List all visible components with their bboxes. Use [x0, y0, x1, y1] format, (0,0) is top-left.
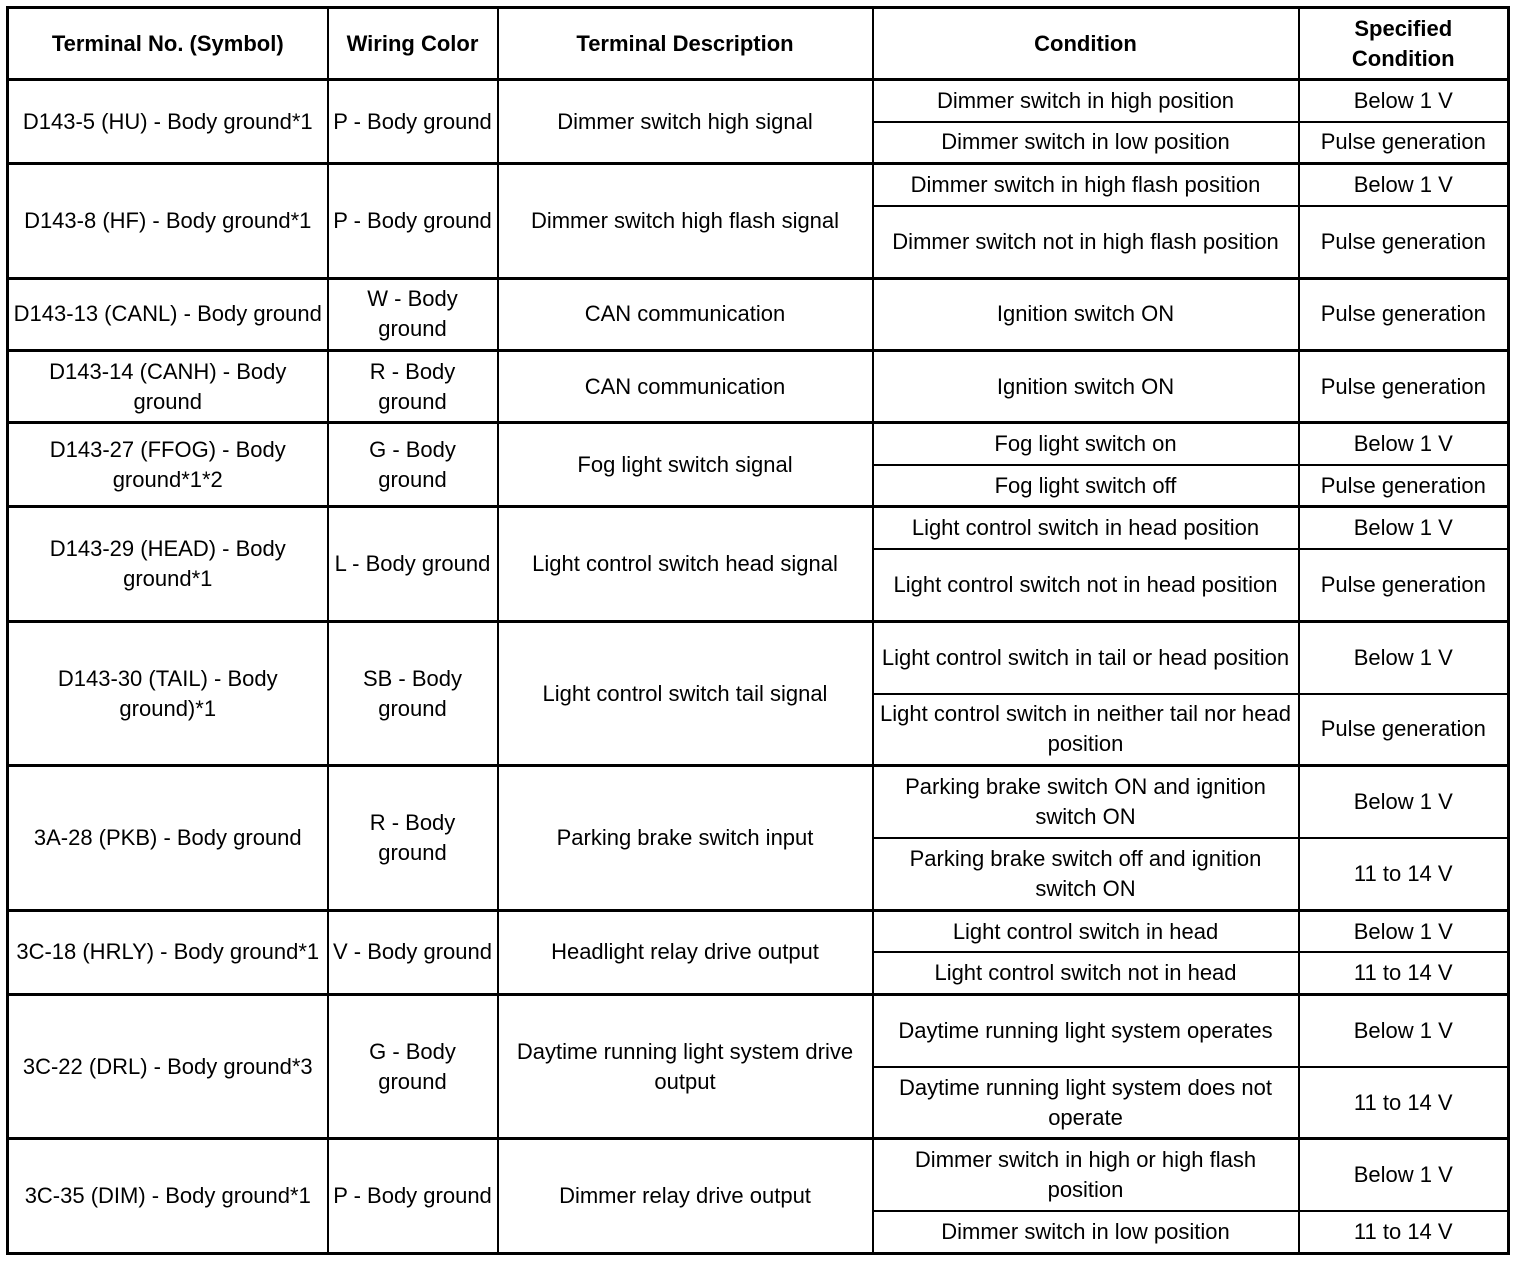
condition-cell: Fog light switch on [873, 423, 1299, 465]
specified-cell: Below 1 V [1299, 766, 1509, 838]
specified-cell: Pulse generation [1299, 206, 1509, 278]
specified-cell: 11 to 14 V [1299, 1067, 1509, 1139]
wiring-color-cell: G - Body ground [328, 423, 498, 507]
terminal-cell: D143-14 (CANH) - Body ground [8, 350, 328, 422]
condition-cell: Light control switch in head position [873, 507, 1299, 549]
specified-cell: Below 1 V [1299, 164, 1509, 206]
condition-cell: Dimmer switch in high position [873, 80, 1299, 122]
specified-cell: Below 1 V [1299, 423, 1509, 465]
specified-cell: Pulse generation [1299, 278, 1509, 350]
specified-cell: Below 1 V [1299, 910, 1509, 952]
wiring-color-cell: P - Body ground [328, 1139, 498, 1254]
condition-cell: Light control switch not in head [873, 952, 1299, 994]
terminal-cell: 3C-35 (DIM) - Body ground*1 [8, 1139, 328, 1254]
specified-cell: Pulse generation [1299, 122, 1509, 164]
wiring-color-cell: P - Body ground [328, 164, 498, 278]
description-cell: Daytime running light system drive output [498, 995, 873, 1139]
description-cell: CAN communication [498, 278, 873, 350]
condition-cell: Ignition switch ON [873, 350, 1299, 422]
table-row [8, 80, 1509, 122]
wiring-color-cell: P - Body ground [328, 80, 498, 164]
description-cell: Dimmer switch high flash signal [498, 164, 873, 278]
table-row [8, 995, 1509, 1067]
wiring-color-cell: W - Body ground [328, 278, 498, 350]
wiring-color-cell: G - Body ground [328, 995, 498, 1139]
specified-cell: Below 1 V [1299, 995, 1509, 1067]
wiring-color-cell: SB - Body ground [328, 621, 498, 765]
condition-cell: Parking brake switch ON and ignition switch ON [873, 766, 1299, 838]
table-row [8, 1139, 1509, 1211]
header-specified-condition: Specified Condition [1299, 8, 1509, 80]
condition-cell: Fog light switch off [873, 465, 1299, 507]
specified-cell: Pulse generation [1299, 694, 1509, 766]
description-cell: Dimmer switch high signal [498, 80, 873, 164]
header-condition: Condition [873, 8, 1299, 80]
header-description: Terminal Description [498, 8, 873, 80]
condition-cell: Light control switch in neither tail nor head position [873, 694, 1299, 766]
table-row [8, 423, 1509, 465]
wiring-color-cell: R - Body ground [328, 350, 498, 422]
specified-cell: Pulse generation [1299, 465, 1509, 507]
terminal-cell: 3C-18 (HRLY) - Body ground*1 [8, 910, 328, 994]
condition-cell: Light control switch in head [873, 910, 1299, 952]
condition-cell: Dimmer switch not in high flash position [873, 206, 1299, 278]
condition-cell: Light control switch not in head position [873, 549, 1299, 621]
description-cell: Light control switch tail signal [498, 621, 873, 765]
table-row [8, 621, 1509, 693]
terminal-cell: D143-13 (CANL) - Body ground [8, 278, 328, 350]
terminal-cell: D143-29 (HEAD) - Body ground*1 [8, 507, 328, 621]
specified-cell: Below 1 V [1299, 80, 1509, 122]
header-row [8, 8, 1509, 80]
specified-cell: Pulse generation [1299, 549, 1509, 621]
table-row [8, 507, 1509, 549]
specified-cell: Below 1 V [1299, 1139, 1509, 1211]
condition-cell: Daytime running light system does not operate [873, 1067, 1299, 1139]
condition-cell: Dimmer switch in low position [873, 1211, 1299, 1253]
condition-cell: Daytime running light system operates [873, 995, 1299, 1067]
condition-cell: Ignition switch ON [873, 278, 1299, 350]
specified-cell: Pulse generation [1299, 350, 1509, 422]
specified-cell: Below 1 V [1299, 621, 1509, 693]
table-row [8, 164, 1509, 206]
header-wiring-color: Wiring Color [328, 8, 498, 80]
terminal-cell: 3A-28 (PKB) - Body ground [8, 766, 328, 910]
condition-cell: Dimmer switch in high or high flash position [873, 1139, 1299, 1211]
table-row [8, 278, 1509, 350]
specified-cell: 11 to 14 V [1299, 952, 1509, 994]
terminal-table [6, 6, 1510, 1255]
description-cell: CAN communication [498, 350, 873, 422]
condition-cell: Light control switch in tail or head position [873, 621, 1299, 693]
terminal-cell: 3C-22 (DRL) - Body ground*3 [8, 995, 328, 1139]
description-cell: Fog light switch signal [498, 423, 873, 507]
specified-cell: 11 to 14 V [1299, 838, 1509, 910]
terminal-cell: D143-27 (FFOG) - Body ground*1*2 [8, 423, 328, 507]
condition-cell: Parking brake switch off and ignition switch ON [873, 838, 1299, 910]
table-row [8, 910, 1509, 952]
description-cell: Headlight relay drive output [498, 910, 873, 994]
description-cell: Light control switch head signal [498, 507, 873, 621]
wiring-color-cell: L - Body ground [328, 507, 498, 621]
description-cell: Parking brake switch input [498, 766, 873, 910]
condition-cell: Dimmer switch in high flash position [873, 164, 1299, 206]
terminal-cell: D143-5 (HU) - Body ground*1 [8, 80, 328, 164]
description-cell: Dimmer relay drive output [498, 1139, 873, 1254]
table-row [8, 350, 1509, 422]
table-row [8, 766, 1509, 838]
specified-cell: 11 to 14 V [1299, 1211, 1509, 1253]
wiring-color-cell: V - Body ground [328, 910, 498, 994]
specified-cell: Below 1 V [1299, 507, 1509, 549]
header-terminal: Terminal No. (Symbol) [8, 8, 328, 80]
terminal-cell: D143-8 (HF) - Body ground*1 [8, 164, 328, 278]
condition-cell: Dimmer switch in low position [873, 122, 1299, 164]
wiring-color-cell: R - Body ground [328, 766, 498, 910]
terminal-cell: D143-30 (TAIL) - Body ground)*1 [8, 621, 328, 765]
